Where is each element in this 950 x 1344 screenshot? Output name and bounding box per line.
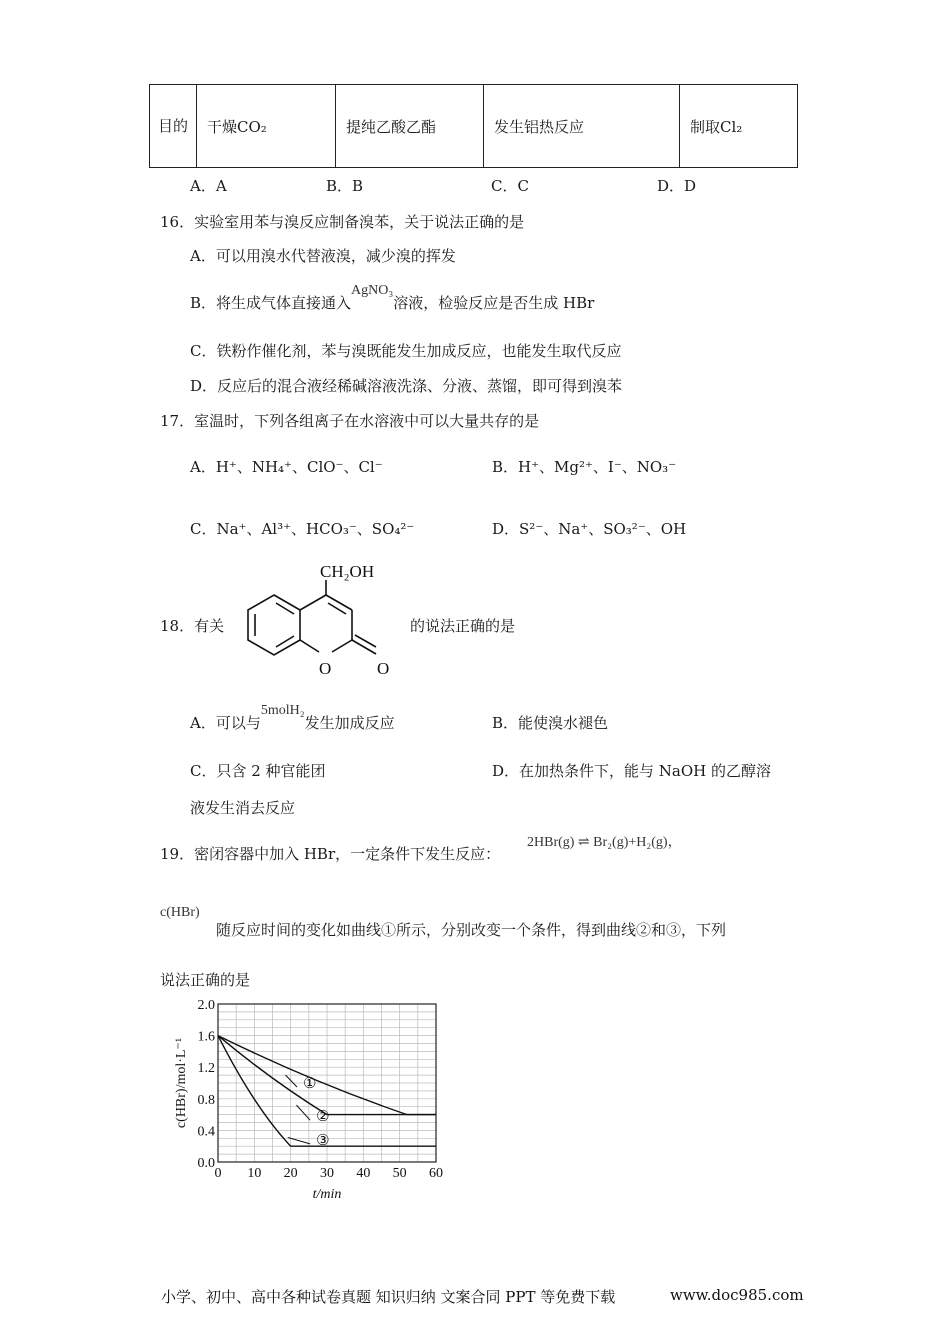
q16-option-d: D．反应后的混合液经稀碱溶液洗涤、分液、蒸馏，即可得到溴苯 — [190, 377, 623, 395]
q18-stem-pre: 18．有关 — [160, 617, 225, 635]
x-tick-label: 20 — [283, 1166, 298, 1181]
chart-ticks — [198, 998, 444, 1181]
q18-option-d-cont: 液发生消去反应 — [190, 799, 296, 817]
q16-option-b-pre: B．将生成气体直接通入 — [190, 294, 352, 312]
y-tick-label: 1.2 — [197, 1061, 215, 1077]
q17-option-d: D．S²⁻、Na⁺、SO₃²⁻、OH — [492, 520, 687, 538]
q19-line3: 说法正确的是 — [160, 971, 251, 989]
struct-ring-oxygen: O — [319, 659, 332, 678]
chart-x-label: t/min — [312, 1187, 342, 1202]
series-label-2: ② — [316, 1107, 330, 1126]
y-tick-label: 1.6 — [197, 1029, 215, 1045]
q19-equation: 2HBr(g) ⇌ Br₂(g)+H₂(g)， — [527, 835, 682, 850]
q18-option-d: D．在加热条件下，能与 NaOH 的乙醇溶 — [492, 762, 772, 780]
q19-line2: 随反应时间的变化如曲线①所示，分别改变一个条件，得到曲线②和③，下列 — [216, 921, 727, 939]
table-row-label: 目的 — [150, 85, 197, 168]
q19-stem: 19．密闭容器中加入 HBr，一定条件下发生反应： — [160, 845, 501, 863]
hbr-concentration-chart — [160, 995, 460, 1210]
series-label-3: ③ — [316, 1130, 330, 1149]
q17-option-b: B．H⁺、Mg²⁺、I⁻、NO₃⁻ — [492, 458, 677, 476]
q18-option-c: C．只含 2 种官能团 — [190, 762, 326, 780]
q18-stem-post: 的说法正确的是 — [410, 617, 516, 635]
table-cell-1: 干燥CO₂ — [197, 85, 336, 168]
q18-option-a-pre: A．可以与 — [190, 714, 261, 732]
table-cell-2: 提纯乙酸乙酯 — [336, 85, 484, 168]
x-tick-label: 50 — [392, 1166, 407, 1181]
q17-stem: 17．室温时，下列各组离子在水溶液中可以大量共存的是 — [160, 412, 540, 430]
series-leader-2 — [296, 1105, 310, 1120]
table-cell-4: 制取Cl₂ — [680, 85, 798, 168]
q17-option-c: C．Na⁺、Al³⁺、HCO₃⁻、SO₄²⁻ — [190, 520, 415, 538]
coumarin-structure — [230, 558, 405, 688]
series-leader-1 — [286, 1075, 297, 1087]
q18-option-a — [190, 703, 395, 733]
q18-option-b: B．能使溴水褪色 — [492, 714, 609, 732]
q18-5molh2: 5molH₂ — [260, 703, 305, 718]
footer-url[interactable]: www.doc985.com — [670, 1286, 804, 1304]
q16-option-b-post: 溶液，检验反应是否生成 HBr — [393, 294, 595, 312]
q15-option-b: B．B — [326, 177, 364, 195]
chart-y-label: c(HBr)/mol·L⁻¹ — [174, 1037, 189, 1129]
x-tick-label: 30 — [320, 1166, 334, 1181]
q17-option-a: A．H⁺、NH₄⁺、ClO⁻、Cl⁻ — [190, 458, 383, 476]
q16-agno3: AgNO₃ — [351, 283, 394, 298]
q16-option-a: A．可以用溴水代替液溴，减少溴的挥发 — [190, 247, 456, 265]
y-tick-label: 0.0 — [197, 1156, 215, 1171]
x-tick-label: 40 — [356, 1166, 371, 1181]
q15-option-c: C．C — [491, 177, 529, 195]
x-tick-label: 0 — [214, 1166, 222, 1181]
x-tick-label: 10 — [247, 1166, 262, 1181]
q19-chbr: c(HBr) — [160, 905, 200, 920]
series-label-1: ① — [303, 1074, 317, 1092]
y-tick-label: 0.8 — [197, 1092, 215, 1108]
experiment-table — [149, 84, 798, 168]
struct-ch2oh-label: CH₂OH — [320, 562, 375, 581]
table-cell-3: 发生铝热反应 — [484, 85, 680, 168]
q16-stem: 16．实验室用苯与溴反应制备溴苯，关于说法正确的是 — [160, 213, 525, 231]
q16-option-c: C．铁粉作催化剂，苯与溴既能发生加成反应，也能发生取代反应 — [190, 342, 622, 360]
q15-option-a: A．A — [190, 177, 227, 195]
q16-option-b — [190, 283, 595, 313]
q18-option-a-post: 发生加成反应 — [304, 714, 395, 732]
struct-carbonyl-oxygen: O — [377, 659, 390, 678]
q15-option-d: D．D — [657, 177, 697, 195]
x-tick-label: 60 — [429, 1166, 443, 1181]
y-tick-label: 0.4 — [197, 1124, 215, 1140]
y-tick-label: 2.0 — [197, 998, 215, 1013]
footer-promo: 小学、初中、高中各种试卷真题 知识归纳 文案合同 PPT 等免费下载 — [161, 1288, 616, 1306]
